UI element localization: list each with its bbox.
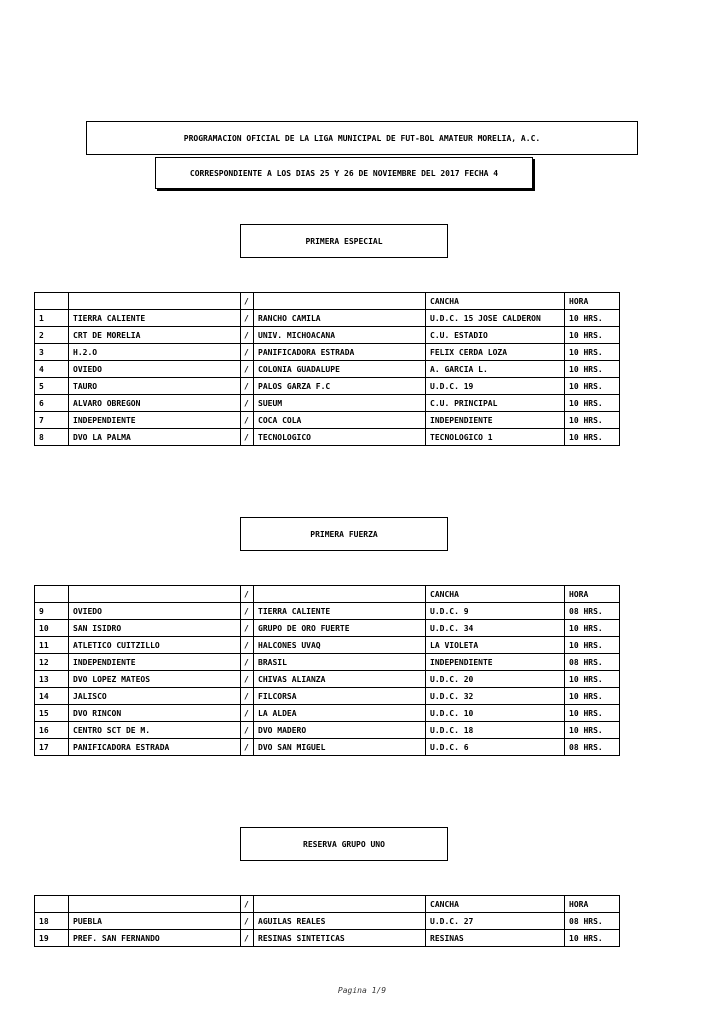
- versus-separator-cell: /: [241, 603, 254, 620]
- match-number-cell: 10: [35, 620, 69, 637]
- time-cell: 10 HRS.: [565, 378, 620, 395]
- field-cell: U.D.C. 9: [426, 603, 565, 620]
- home-team-cell: DVO LA PALMA: [69, 429, 241, 446]
- home-team-cell: CENTRO SCT DE M.: [69, 722, 241, 739]
- column-header-away-team: [254, 896, 426, 913]
- table-header-row: [35, 586, 620, 603]
- versus-separator-cell: /: [241, 429, 254, 446]
- time-cell: 10 HRS.: [565, 429, 620, 446]
- section-title-text: RESERVA GRUPO UNO: [303, 839, 385, 849]
- match-number-cell: 12: [35, 654, 69, 671]
- home-team-cell: TIERRA CALIENTE: [69, 310, 241, 327]
- versus-separator-cell: /: [241, 722, 254, 739]
- away-team-cell: RESINAS SINTETICAS: [254, 930, 426, 947]
- column-header-versus-separator: /: [241, 293, 254, 310]
- section-title-text: PRIMERA ESPECIAL: [305, 236, 383, 246]
- versus-separator-cell: /: [241, 671, 254, 688]
- column-header-time: HORA: [565, 586, 620, 603]
- away-team-cell: SUEUM: [254, 395, 426, 412]
- versus-separator-cell: /: [241, 654, 254, 671]
- field-cell: U.D.C. 10: [426, 705, 565, 722]
- time-cell: 10 HRS.: [565, 395, 620, 412]
- match-number-cell: 14: [35, 688, 69, 705]
- column-header-match-number: [35, 293, 69, 310]
- versus-separator-cell: /: [241, 395, 254, 412]
- page-number: Pagina 1/9: [337, 986, 387, 995]
- schedule-table-primera-especial: [34, 292, 620, 446]
- column-header-time: HORA: [565, 293, 620, 310]
- column-header-home-team: [69, 293, 241, 310]
- match-number-cell: 13: [35, 671, 69, 688]
- time-cell: 10 HRS.: [565, 620, 620, 637]
- away-team-cell: TIERRA CALIENTE: [254, 603, 426, 620]
- column-header-field: CANCHA: [426, 896, 565, 913]
- table-row: [35, 671, 620, 688]
- field-cell: A. GARCIA L.: [426, 361, 565, 378]
- table-row: [35, 310, 620, 327]
- field-cell: U.D.C. 15 JOSE CALDERON: [426, 310, 565, 327]
- table-row: [35, 688, 620, 705]
- field-cell: U.D.C. 32: [426, 688, 565, 705]
- home-team-cell: PUEBLA: [69, 913, 241, 930]
- column-header-away-team: [254, 293, 426, 310]
- time-cell: 08 HRS.: [565, 913, 620, 930]
- table-row: [35, 344, 620, 361]
- versus-separator-cell: /: [241, 705, 254, 722]
- schedule-table-primera-fuerza: [34, 585, 620, 756]
- home-team-cell: JALISCO: [69, 688, 241, 705]
- table-row: [35, 327, 620, 344]
- time-cell: 10 HRS.: [565, 705, 620, 722]
- field-cell: FELIX CERDA LOZA: [426, 344, 565, 361]
- time-cell: 10 HRS.: [565, 344, 620, 361]
- field-cell: U.D.C. 18: [426, 722, 565, 739]
- away-team-cell: DVO MADERO: [254, 722, 426, 739]
- home-team-cell: PANIFICADORA ESTRADA: [69, 739, 241, 756]
- field-cell: INDEPENDIENTE: [426, 654, 565, 671]
- match-number-cell: 8: [35, 429, 69, 446]
- field-cell: RESINAS: [426, 930, 565, 947]
- home-team-cell: ATLETICO CUITZILLO: [69, 637, 241, 654]
- match-number-cell: 1: [35, 310, 69, 327]
- column-header-home-team: [69, 896, 241, 913]
- home-team-cell: SAN ISIDRO: [69, 620, 241, 637]
- match-number-cell: 2: [35, 327, 69, 344]
- column-header-versus-separator: /: [241, 896, 254, 913]
- document-title: [86, 121, 638, 155]
- home-team-cell: DVO LOPEZ MATEOS: [69, 671, 241, 688]
- away-team-cell: DVO SAN MIGUEL: [254, 739, 426, 756]
- match-number-cell: 7: [35, 412, 69, 429]
- field-cell: U.D.C. 6: [426, 739, 565, 756]
- time-cell: 10 HRS.: [565, 688, 620, 705]
- time-cell: 10 HRS.: [565, 671, 620, 688]
- time-cell: 10 HRS.: [565, 722, 620, 739]
- time-cell: 10 HRS.: [565, 637, 620, 654]
- field-cell: U.D.C. 34: [426, 620, 565, 637]
- table-row: [35, 603, 620, 620]
- match-number-cell: 17: [35, 739, 69, 756]
- away-team-cell: COLONIA GUADALUPE: [254, 361, 426, 378]
- table-row: [35, 412, 620, 429]
- away-team-cell: RANCHO CAMILA: [254, 310, 426, 327]
- home-team-cell: INDEPENDIENTE: [69, 654, 241, 671]
- home-team-cell: ALVARO OBREGON: [69, 395, 241, 412]
- column-header-time: HORA: [565, 896, 620, 913]
- field-cell: C.U. PRINCIPAL: [426, 395, 565, 412]
- versus-separator-cell: /: [241, 378, 254, 395]
- versus-separator-cell: /: [241, 739, 254, 756]
- table-row: [35, 654, 620, 671]
- table-row: [35, 395, 620, 412]
- time-cell: 10 HRS.: [565, 361, 620, 378]
- away-team-cell: HALCONES UVAQ: [254, 637, 426, 654]
- column-header-match-number: [35, 896, 69, 913]
- home-team-cell: TAURO: [69, 378, 241, 395]
- match-number-cell: 18: [35, 913, 69, 930]
- field-cell: U.D.C. 19: [426, 378, 565, 395]
- field-cell: TECNOLOGICO 1: [426, 429, 565, 446]
- document-subtitle-text: CORRESPONDIENTE A LOS DIAS 25 Y 26 DE NOVIEMBRE DEL 2017 FECHA 4: [189, 168, 499, 178]
- column-header-versus-separator: /: [241, 586, 254, 603]
- home-team-cell: H.2.O: [69, 344, 241, 361]
- time-cell: 10 HRS.: [565, 930, 620, 947]
- table-row: [35, 620, 620, 637]
- section-title-primera-especial: [240, 224, 448, 258]
- away-team-cell: LA ALDEA: [254, 705, 426, 722]
- time-cell: 10 HRS.: [565, 327, 620, 344]
- table-header-row: [35, 896, 620, 913]
- section-title-reserva-grupo-uno: [240, 827, 448, 861]
- versus-separator-cell: /: [241, 688, 254, 705]
- versus-separator-cell: /: [241, 930, 254, 947]
- home-team-cell: PREF. SAN FERNANDO: [69, 930, 241, 947]
- column-header-away-team: [254, 586, 426, 603]
- versus-separator-cell: /: [241, 637, 254, 654]
- field-cell: U.D.C. 27: [426, 913, 565, 930]
- match-number-cell: 16: [35, 722, 69, 739]
- section-title-primera-fuerza: [240, 517, 448, 551]
- schedule-table-reserva-grupo-uno: [34, 895, 620, 947]
- versus-separator-cell: /: [241, 344, 254, 361]
- home-team-cell: CRT DE MORELIA: [69, 327, 241, 344]
- match-number-cell: 3: [35, 344, 69, 361]
- table-header-row: [35, 293, 620, 310]
- versus-separator-cell: /: [241, 620, 254, 637]
- away-team-cell: UNIV. MICHOACANA: [254, 327, 426, 344]
- versus-separator-cell: /: [241, 913, 254, 930]
- document-subtitle: [155, 157, 533, 189]
- away-team-cell: BRASIL: [254, 654, 426, 671]
- versus-separator-cell: /: [241, 412, 254, 429]
- time-cell: 08 HRS.: [565, 654, 620, 671]
- away-team-cell: GRUPO DE ORO FUERTE: [254, 620, 426, 637]
- table-row: [35, 722, 620, 739]
- home-team-cell: DVO RINCON: [69, 705, 241, 722]
- column-header-field: CANCHA: [426, 586, 565, 603]
- away-team-cell: FILCORSA: [254, 688, 426, 705]
- match-number-cell: 4: [35, 361, 69, 378]
- away-team-cell: CHIVAS ALIANZA: [254, 671, 426, 688]
- table-row: [35, 429, 620, 446]
- table-row: [35, 739, 620, 756]
- away-team-cell: PANIFICADORA ESTRADA: [254, 344, 426, 361]
- match-number-cell: 15: [35, 705, 69, 722]
- field-cell: INDEPENDIENTE: [426, 412, 565, 429]
- match-number-cell: 6: [35, 395, 69, 412]
- away-team-cell: PALOS GARZA F.C: [254, 378, 426, 395]
- time-cell: 08 HRS.: [565, 603, 620, 620]
- document-title-text: PROGRAMACION OFICIAL DE LA LIGA MUNICIPAL DE FUT-BOL AMATEUR MORELIA, A.C.: [183, 133, 541, 143]
- away-team-cell: TECNOLOGICO: [254, 429, 426, 446]
- away-team-cell: AGUILAS REALES: [254, 913, 426, 930]
- versus-separator-cell: /: [241, 361, 254, 378]
- away-team-cell: COCA COLA: [254, 412, 426, 429]
- time-cell: 10 HRS.: [565, 310, 620, 327]
- table-row: [35, 361, 620, 378]
- column-header-match-number: [35, 586, 69, 603]
- time-cell: 08 HRS.: [565, 739, 620, 756]
- section-title-text: PRIMERA FUERZA: [310, 529, 378, 539]
- column-header-field: CANCHA: [426, 293, 565, 310]
- table-row: [35, 705, 620, 722]
- match-number-cell: 19: [35, 930, 69, 947]
- home-team-cell: OVIEDO: [69, 603, 241, 620]
- field-cell: LA VIOLETA: [426, 637, 565, 654]
- field-cell: C.U. ESTADIO: [426, 327, 565, 344]
- home-team-cell: INDEPENDIENTE: [69, 412, 241, 429]
- table-row: [35, 637, 620, 654]
- table-row: [35, 913, 620, 930]
- column-header-home-team: [69, 586, 241, 603]
- table-row: [35, 378, 620, 395]
- versus-separator-cell: /: [241, 327, 254, 344]
- match-number-cell: 5: [35, 378, 69, 395]
- versus-separator-cell: /: [241, 310, 254, 327]
- time-cell: 10 HRS.: [565, 412, 620, 429]
- home-team-cell: OVIEDO: [69, 361, 241, 378]
- match-number-cell: 11: [35, 637, 69, 654]
- match-number-cell: 9: [35, 603, 69, 620]
- table-row: [35, 930, 620, 947]
- field-cell: U.D.C. 20: [426, 671, 565, 688]
